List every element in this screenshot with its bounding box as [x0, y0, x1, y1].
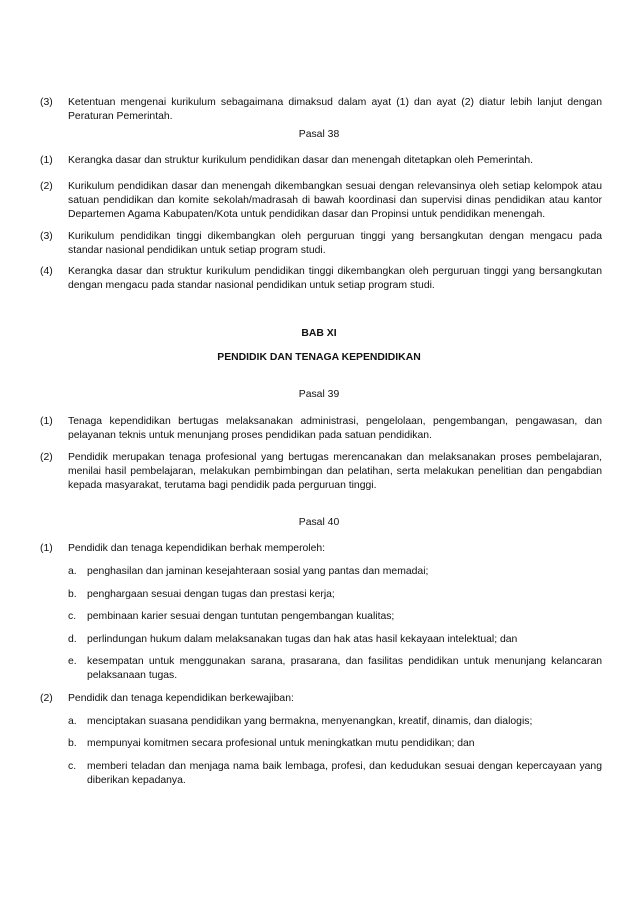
pasal-40-ayat-1	[40, 542, 602, 556]
point-letter: a.	[68, 566, 77, 577]
bab-title: PENDIDIK DAN TENAGA KEPENDIDIKAN	[217, 352, 421, 363]
ayat-number: (2)	[40, 181, 53, 192]
pasal-40-ayat-1-point-b	[68, 588, 602, 602]
point-text: menciptakan suasana pendidikan yang bermakna, menyenangkan, kreatif, dinamis, dan dialogis;	[87, 716, 533, 727]
ayat-text: Kerangka dasar dan struktur kurikulum pendidikan tinggi dikembangkan oleh perguruan tinggi yang bersangkutan dengan mengacu pada standar nasional pendidikan untuk setiap program studi.	[68, 266, 602, 291]
ayat-number: (1)	[40, 155, 53, 166]
point-text: penghargaan sesuai dengan tugas dan prestasi kerja;	[87, 589, 335, 600]
ayat-text: Tenaga kependidikan bertugas melaksanakan administrasi, pengelolaan, pengembangan, pengawasan, dan pelayanan teknis untuk menunjang proses pendidikan pada satuan pendidikan.	[68, 416, 602, 441]
point-letter: c.	[68, 611, 77, 622]
ayat-number: (3)	[40, 231, 53, 242]
pasal-38-ayat-4	[40, 265, 602, 293]
pasal-40-ayat-2	[40, 692, 602, 706]
bab-number: BAB XI	[301, 328, 337, 339]
ayat-text: Kerangka dasar dan struktur kurikulum pendidikan dasar dan menengah ditetapkan oleh Pemerintah.	[68, 155, 533, 166]
point-letter: b.	[68, 738, 77, 749]
point-letter: b.	[68, 589, 77, 600]
ayat-number: (1)	[40, 543, 53, 554]
ayat-text: Kurikulum pendidikan tinggi dikembangkan oleh perguruan tinggi yang bersangkutan dengan mengacu pada standar nasional pendidikan untuk setiap program studi.	[68, 231, 602, 256]
point-text: pembinaan karier sesuai dengan tuntutan pengembangan kualitas;	[87, 611, 395, 622]
pasal-40-ayat-1-point-e	[68, 655, 602, 683]
point-text: penghasilan dan jaminan kesejahteraan sosial yang pantas dan memadai;	[87, 566, 429, 577]
point-text: perlindungan hukum dalam melaksanakan tugas dan hak atas hasil kekayaan intelektual; dan	[87, 634, 518, 645]
ayat-number: (2)	[40, 452, 53, 463]
ayat-text: Pendidik dan tenaga kependidikan berkewajiban:	[68, 693, 294, 704]
pasal-38-title: Pasal 38	[298, 129, 340, 140]
ayat-text: Pendidik dan tenaga kependidikan berhak memperoleh:	[68, 543, 326, 554]
ayat-number: (3)	[40, 97, 53, 108]
pasal-38-ayat-1	[40, 154, 602, 168]
pasal-40-title: Pasal 40	[298, 517, 340, 528]
point-text: kesempatan untuk menggunakan sarana, prasarana, dan fasilitas pendidikan untuk menunjang kelancaran pelaksanaan tugas.	[87, 656, 602, 681]
pasal-40-ayat-1-point-c	[68, 610, 602, 624]
point-letter: d.	[68, 634, 77, 645]
pasal-38-ayat-2	[40, 180, 602, 222]
pasal-40-ayat-2-point-b	[68, 737, 602, 751]
point-letter: e.	[68, 656, 77, 667]
ayat-text: Ketentuan mengenai kurikulum sebagaimana dimaksud dalam ayat (1) dan ayat (2) diatur lebih lanjut dengan Peraturan Pemerintah.	[68, 97, 602, 122]
point-letter: c.	[68, 761, 77, 772]
point-text: mempunyai komitmen secara profesional untuk meningkatkan mutu pendidikan; dan	[87, 738, 475, 749]
pasal-40-ayat-2-point-a	[68, 715, 602, 729]
ayat-number: (2)	[40, 693, 53, 704]
point-text: memberi teladan dan menjaga nama baik lembaga, profesi, dan kedudukan sesuai dengan kepercayaan yang diberikan kepadanya.	[87, 761, 602, 786]
ayat-number: (1)	[40, 416, 53, 427]
pasal-39-ayat-1	[40, 415, 602, 443]
ayat-3-continued	[40, 96, 602, 124]
pasal-40-ayat-1-point-d	[68, 633, 602, 647]
ayat-text: Kurikulum pendidikan dasar dan menengah dikembangkan sesuai dengan relevansinya oleh setiap kelompok atau satuan pendidikan dan komite sekolah/madrasah di bawah koordinasi dan supervisi dinas pendidikan atau kantor Departemen Agama Kabupaten/Kota untuk pendidikan dasar dan Propinsi untuk pendidikan menengah.	[68, 181, 602, 220]
ayat-text: Pendidik merupakan tenaga profesional yang bertugas merencanakan dan melaksanakan proses pembelajaran, menilai hasil pembelajaran, melakukan pembimbingan dan pelatihan, serta melakukan penelitian dan pengabdian kepada masyarakat, terutama bagi pendidik pada perguruan tinggi.	[68, 452, 602, 491]
pasal-40-ayat-1-point-a	[68, 565, 602, 579]
pasal-40-ayat-2-point-c	[68, 760, 602, 788]
pasal-39-title: Pasal 39	[298, 389, 340, 400]
point-letter: a.	[68, 716, 77, 727]
pasal-38-ayat-3	[40, 230, 602, 258]
pasal-39-ayat-2	[40, 451, 602, 493]
ayat-number: (4)	[40, 266, 53, 277]
